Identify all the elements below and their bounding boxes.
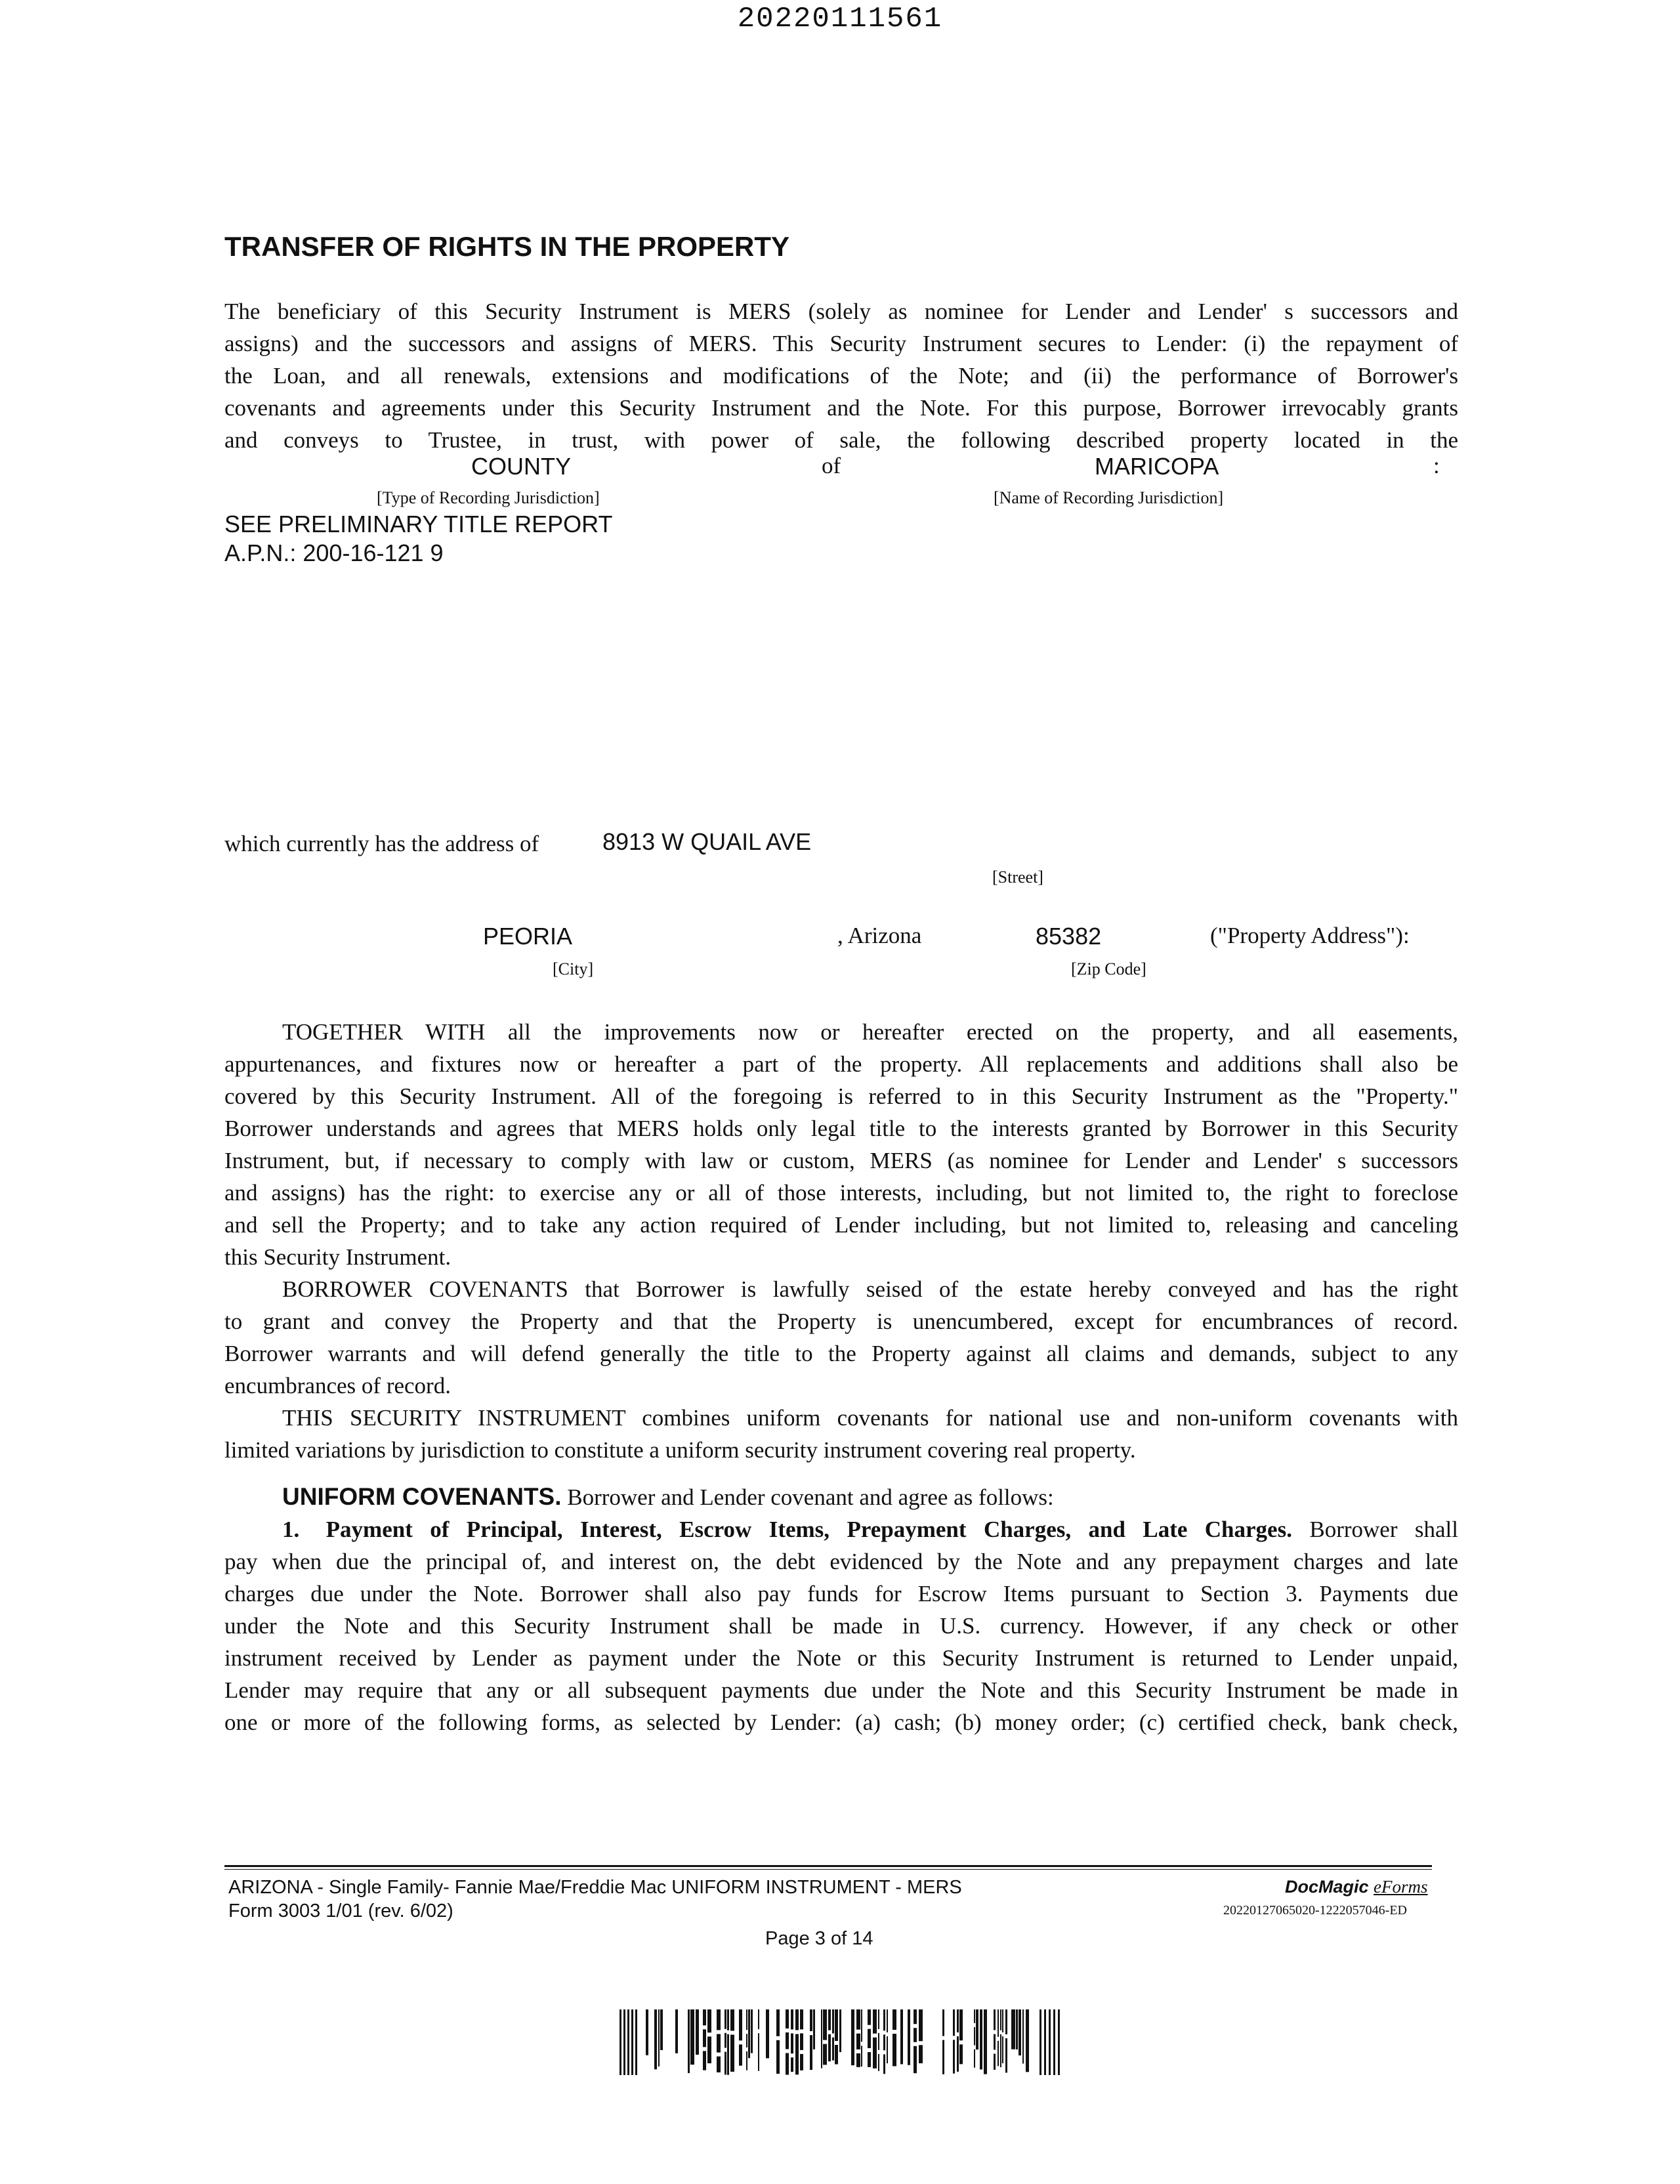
docmagic-logo xyxy=(1285,1877,1428,1897)
item1-number: 1. xyxy=(282,1517,300,1542)
zip-value: 85382 xyxy=(1036,923,1102,950)
paragraph-line: The beneficiary of this Security Instrument is MERS (solely as nominee for Lender and Lender' s successors and xyxy=(224,299,1458,324)
street-value: 8913 W QUAIL AVE xyxy=(602,828,812,855)
city-value: PEORIA xyxy=(483,923,573,950)
uniform-covenants-intro: Borrower and Lender covenant and agree as follows: xyxy=(567,1484,1054,1510)
paragraph-line: covered by this Security Instrument. All of the foregoing is referred to in this Security Instrument as the "Property." xyxy=(224,1083,1458,1109)
paragraph-line: this Security Instrument. xyxy=(224,1244,452,1270)
footer-divider-thin xyxy=(224,1869,1432,1870)
section-title: TRANSFER OF RIGHTS IN THE PROPERTY xyxy=(224,231,790,262)
paragraph-line: Instrument, but, if necessary to comply with law or custom, MERS (as nominee for Lender and Lender' s successors xyxy=(224,1148,1458,1173)
zip-label: [Zip Code] xyxy=(1071,959,1146,978)
paragraph-line: Borrower understands and agrees that MERS holds only legal title to the interests granted by Borrower in this Security xyxy=(224,1116,1458,1141)
paragraph-line: pay when due the principal of, and interest on, the debt evidenced by the Note and any prepayment charges and late xyxy=(224,1549,1458,1574)
barcode-image xyxy=(620,2009,1066,2075)
paragraph-line: and conveys to Trustee, in trust, with power of sale, the following described property located in the xyxy=(224,427,1458,453)
uniform-covenants-heading: UNIFORM COVENANTS. xyxy=(282,1483,562,1510)
paragraph-line: TOGETHER WITH all the improvements now or hereafter erected on the property, and all easements, xyxy=(282,1019,1458,1045)
paragraph-line: and assigns) has the right: to exercise any or all of those interests, including, but not limited to, the right to foreclose xyxy=(224,1180,1458,1206)
paragraph-line: limited variations by jurisdiction to constitute a uniform security instrument covering real property. xyxy=(224,1437,1136,1463)
street-label: [Street] xyxy=(992,868,1043,887)
jurisdiction-type-label: [Type of Recording Jurisdiction] xyxy=(377,488,600,507)
footer-doc-id: 20220127065020-1222057046-ED xyxy=(1223,1903,1407,1918)
paragraph-line: charges due under the Note. Borrower shall also pay funds for Escrow Items pursuant to Section 3. Payments due xyxy=(224,1581,1458,1606)
page-number: Page 3 of 14 xyxy=(765,1928,873,1949)
uniform-covenants xyxy=(224,1480,1458,1738)
docmagic-brand: DocMagic xyxy=(1285,1877,1369,1897)
paragraph-line: assigns) and the successors and assigns of MERS. This Security Instrument secures to Lender: (i) the repayment of xyxy=(224,331,1458,356)
paragraph-line: BORROWER COVENANTS that Borrower is lawfully seised of the estate hereby conveyed and has the right xyxy=(282,1276,1458,1302)
jurisdiction-name-value: MARICOPA xyxy=(1095,453,1219,480)
city-label: [City] xyxy=(553,959,594,978)
item1-title: Payment of Principal, Interest, Escrow Items, Prepayment Charges, and Late Charges. xyxy=(326,1517,1292,1542)
jurisdiction-of: of xyxy=(822,453,841,478)
paragraph-line: encumbrances of record. xyxy=(224,1373,451,1398)
paragraph-line: THIS SECURITY INSTRUMENT combines uniform covenants for national use and non-uniform covenants with xyxy=(282,1405,1458,1431)
legal-description-line: SEE PRELIMINARY TITLE REPORT xyxy=(224,511,613,537)
address-intro: which currently has the address of xyxy=(224,831,539,856)
paragraph-line: covenants and agreements under this Security Instrument and the Note. For this purpose, Borrower irrevocably grants xyxy=(224,395,1458,421)
jurisdiction-colon: : xyxy=(1433,453,1440,478)
property-address-label: ("Property Address"): xyxy=(1210,923,1410,948)
paragraph-line: instrument received by Lender as payment under the Note or this Security Instrument is returned to Lender unpaid, xyxy=(224,1645,1458,1671)
together-paragraph xyxy=(224,1016,1458,1466)
paragraph-line: and sell the Property; and to take any action required of Lender including, but not limited to, releasing and canceling xyxy=(224,1212,1458,1238)
document-number: 20220111561 xyxy=(737,3,943,35)
jurisdiction-name-label: [Name of Recording Jurisdiction] xyxy=(994,488,1224,507)
footer-form-number: Form 3003 1/01 (rev. 6/02) xyxy=(228,1900,453,1922)
footer-form-title: ARIZONA - Single Family- Fannie Mae/Freddie Mac UNIFORM INSTRUMENT - MERS xyxy=(228,1877,962,1898)
apn-line: A.P.N.: 200-16-121 9 xyxy=(224,539,444,566)
footer-divider xyxy=(224,1865,1432,1867)
paragraph-line: Lender may require that any or all subsequent payments due under the Note and this Security Instrument be made in xyxy=(224,1677,1458,1703)
jurisdiction-type-value: COUNTY xyxy=(471,453,571,480)
paragraph-line: one or more of the following forms, as selected by Lender: (a) cash; (b) money order; (c) certified check, bank check, xyxy=(224,1710,1458,1735)
transfer-paragraph xyxy=(224,295,1458,456)
paragraph-line: Borrower warrants and will defend generally the title to the Property against all claims and demands, subject to any xyxy=(224,1341,1458,1366)
paragraph-line: under the Note and this Security Instrument shall be made in U.S. currency. However, if any check or other xyxy=(224,1613,1458,1639)
paragraph-line: the Loan, and all renewals, extensions and modifications of the Note; and (ii) the performance of Borrower's xyxy=(224,363,1458,388)
item1-first-tail: Borrower shall xyxy=(1309,1517,1458,1542)
state-text: , Arizona xyxy=(837,923,922,948)
paragraph-line: to grant and convey the Property and that the Property is unencumbered, except for encumbrances of record. xyxy=(224,1309,1458,1334)
uniform-covenants-heading-line xyxy=(224,1480,1458,1513)
paragraph-line: appurtenances, and fixtures now or hereafter a part of the property. All replacements and additions shall also be xyxy=(224,1051,1458,1077)
docmagic-brand-suffix: eForms xyxy=(1374,1877,1428,1897)
item1-heading-line xyxy=(224,1513,1458,1545)
